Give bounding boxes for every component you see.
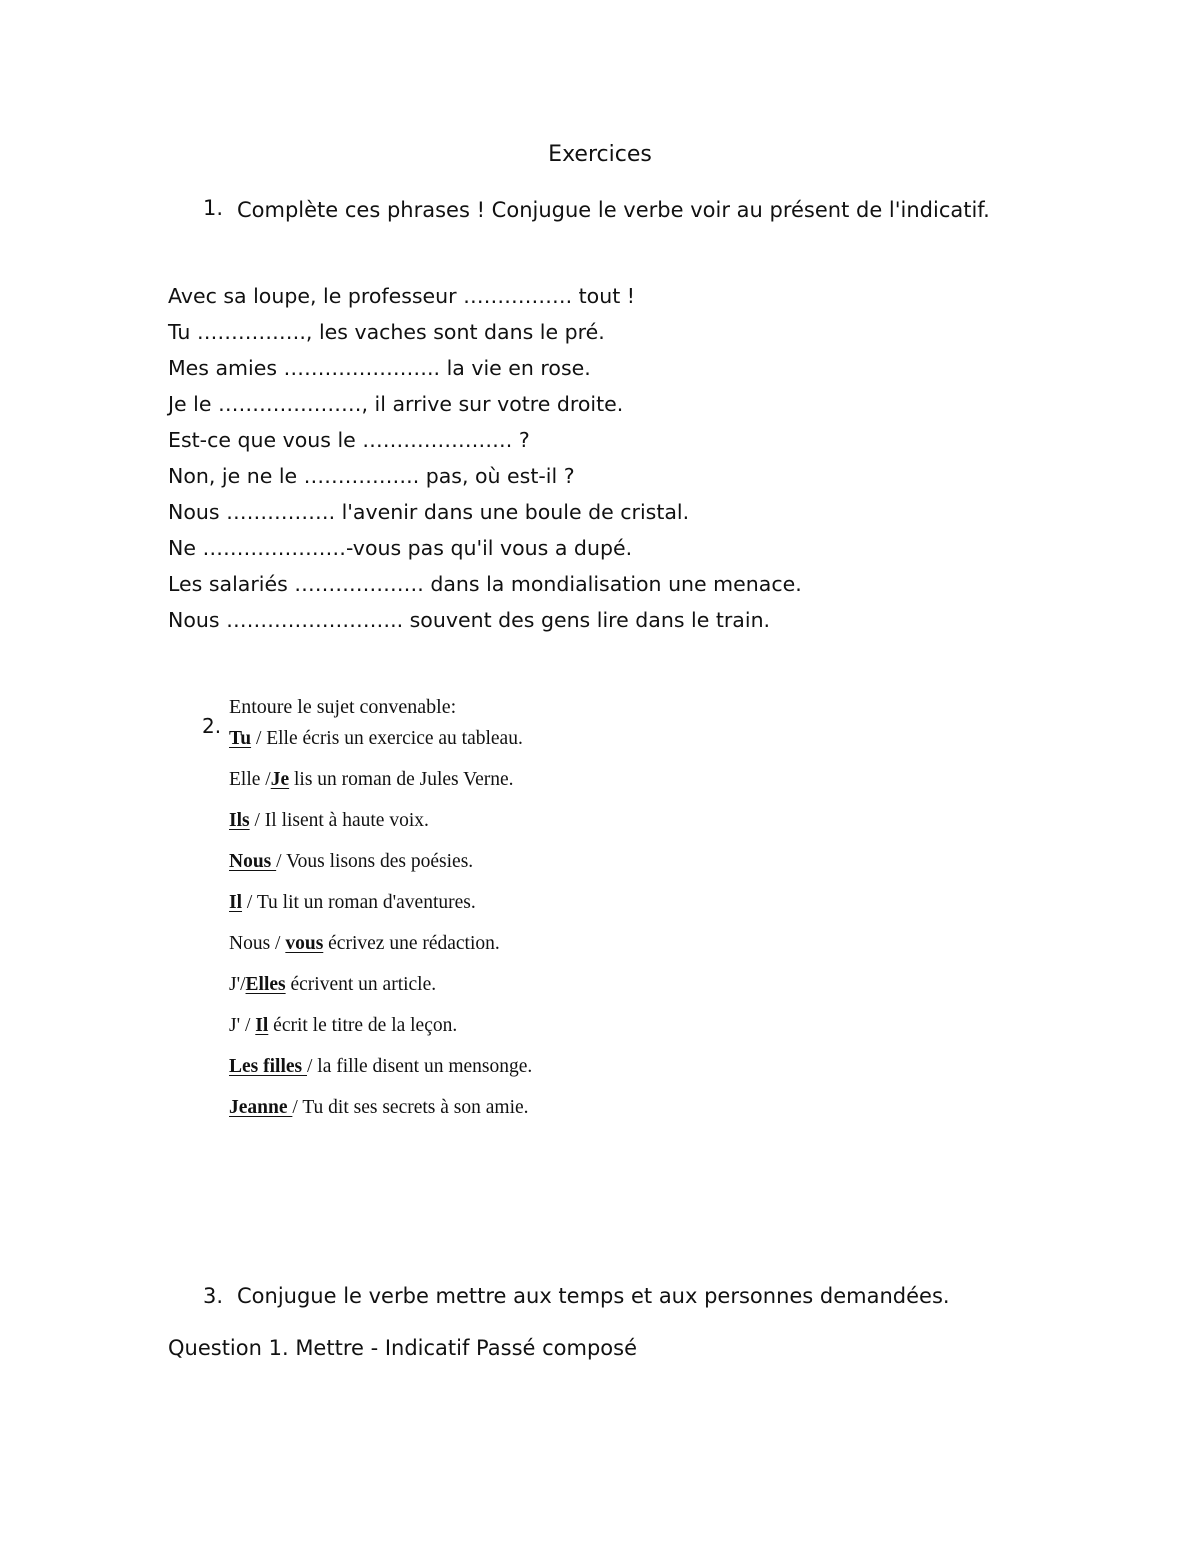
choice-item-6: Nous / vous écrivez une rédaction. xyxy=(229,933,500,954)
selected-subject: Jeanne xyxy=(229,1097,293,1118)
selected-subject: Ils xyxy=(229,810,250,831)
selected-subject: Elles xyxy=(245,974,286,995)
exercise-3-number: 3. xyxy=(203,1284,224,1308)
sentence-5: Est-ce que vous le …………………. ? xyxy=(168,428,530,452)
selected-subject: Nous xyxy=(229,851,277,872)
sentence-8: Ne …………………-vous pas qu'il vous a dupé. xyxy=(168,536,633,560)
sentence-2: Tu ……………., les vaches sont dans le pré. xyxy=(168,320,605,344)
exercise-2-heading: Entoure le sujet convenable: xyxy=(229,696,457,718)
choice-item-5: Il / Tu lit un roman d'aventures. xyxy=(229,892,476,913)
exercise-1-instruction: Complète ces phrases ! Conjugue le verbe voir au présent de l'indicatif. xyxy=(237,198,990,222)
exercise-1-number: 1. xyxy=(203,196,224,220)
page-title: Exercices xyxy=(548,142,652,167)
sentence-3: Mes amies ………………….. la vie en rose. xyxy=(168,356,591,380)
sentence-10: Nous …………………….. souvent des gens lire dans le train. xyxy=(168,608,771,632)
selected-subject: Il xyxy=(229,892,243,913)
selected-subject: Tu xyxy=(229,728,252,749)
choice-item-9: Les filles / la fille disent un mensonge. xyxy=(229,1056,533,1077)
sentence-4: Je le …………………, il arrive sur votre droite. xyxy=(168,392,624,416)
exercise-3-subquestion: Question 1. Mettre - Indicatif Passé composé xyxy=(168,1336,638,1360)
sentence-6: Non, je ne le …………….. pas, où est-il ? xyxy=(168,464,575,488)
choice-item-4: Nous / Vous lisons des poésies. xyxy=(229,851,474,872)
choice-item-7: J'/Elles écrivent un article. xyxy=(229,974,437,995)
selected-subject: vous xyxy=(285,933,324,954)
choice-item-10: Jeanne / Tu dit ses secrets à son amie. xyxy=(229,1097,529,1118)
selected-subject: Il xyxy=(255,1015,269,1036)
choice-item-8: J' / Il écrit le titre de la leçon. xyxy=(229,1015,458,1036)
choice-item-1: Tu / Elle écris un exercice au tableau. xyxy=(229,728,523,749)
choice-item-3: Ils / Il lisent à haute voix. xyxy=(229,810,429,831)
choice-item-2: Elle /Je lis un roman de Jules Verne. xyxy=(229,769,514,790)
selected-subject: Je xyxy=(270,769,290,790)
selected-subject: Les filles xyxy=(229,1056,307,1077)
sentence-7: Nous ……………. l'avenir dans une boule de cristal. xyxy=(168,500,690,524)
exercise-2-number: 2. xyxy=(202,714,222,738)
sentence-1: Avec sa loupe, le professeur ……………. tout ! xyxy=(168,284,635,308)
sentence-9: Les salariés ………………. dans la mondialisation une menace. xyxy=(168,572,802,596)
exercise-3-instruction: Conjugue le verbe mettre aux temps et aux personnes demandées. xyxy=(237,1284,950,1308)
